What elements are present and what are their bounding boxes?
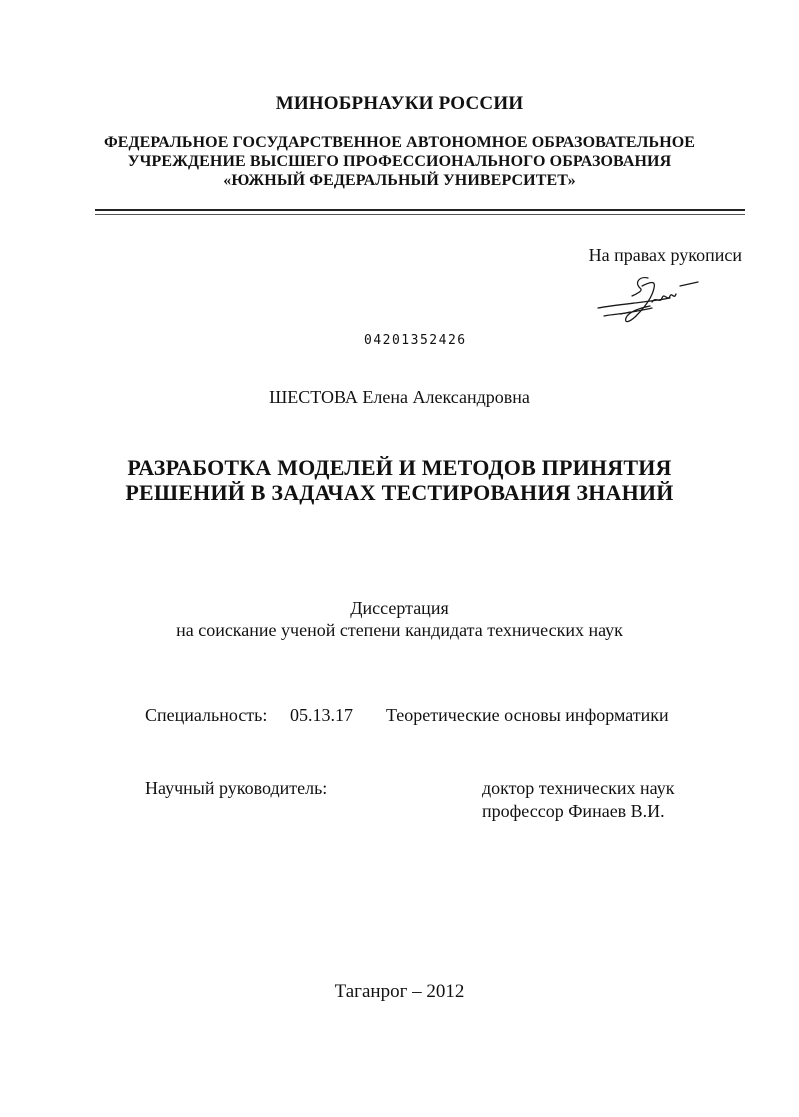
ministry-name: МИНОБРНАУКИ РОССИИ (275, 93, 524, 114)
place-and-year: Таганрог – 2012 (334, 981, 465, 1002)
library-code: 04201352426 (364, 333, 467, 348)
supervisor-label: Научный руководитель: (145, 778, 328, 798)
author-name: ШЕСТОВА Елена Александровна (269, 387, 530, 407)
specialty-code: 05.13.17 (290, 705, 353, 725)
author-signature (590, 272, 700, 334)
dissertation-title-line-1: РАЗРАБОТКА МОДЕЛЕЙ И МЕТОДОВ ПРИНЯТИЯ (127, 455, 672, 480)
header-divider-thick (95, 209, 745, 211)
supervisor-name: профессор Финаев В.И. (482, 801, 665, 821)
specialty-name: Теоретические основы информатики (386, 705, 669, 725)
specialty-label: Специальность: (145, 705, 268, 725)
manuscript-note: На правах рукописи (588, 245, 742, 265)
organization-line-3: «ЮЖНЫЙ ФЕДЕРАЛЬНЫЙ УНИВЕРСИТЕТ» (223, 172, 576, 189)
supervisor-degree: доктор технических наук (482, 778, 675, 798)
dissertation-title-line-2: РЕШЕНИЙ В ЗАДАЧАХ ТЕСТИРОВАНИЯ ЗНАНИЙ (125, 480, 674, 505)
header-divider-thin (95, 214, 745, 215)
organization-line-1: ФЕДЕРАЛЬНОЕ ГОСУДАРСТВЕННОЕ АВТОНОМНОЕ ОБРАЗОВАТЕЛЬНОЕ (103, 134, 696, 151)
dissertation-purpose: на соискание ученой степени кандидата технических наук (176, 620, 623, 640)
dissertation-type: Диссертация (350, 598, 449, 618)
organization-line-2: УЧРЕЖДЕНИЕ ВЫСШЕГО ПРОФЕССИОНАЛЬНОГО ОБРАЗОВАНИЯ (127, 153, 672, 170)
